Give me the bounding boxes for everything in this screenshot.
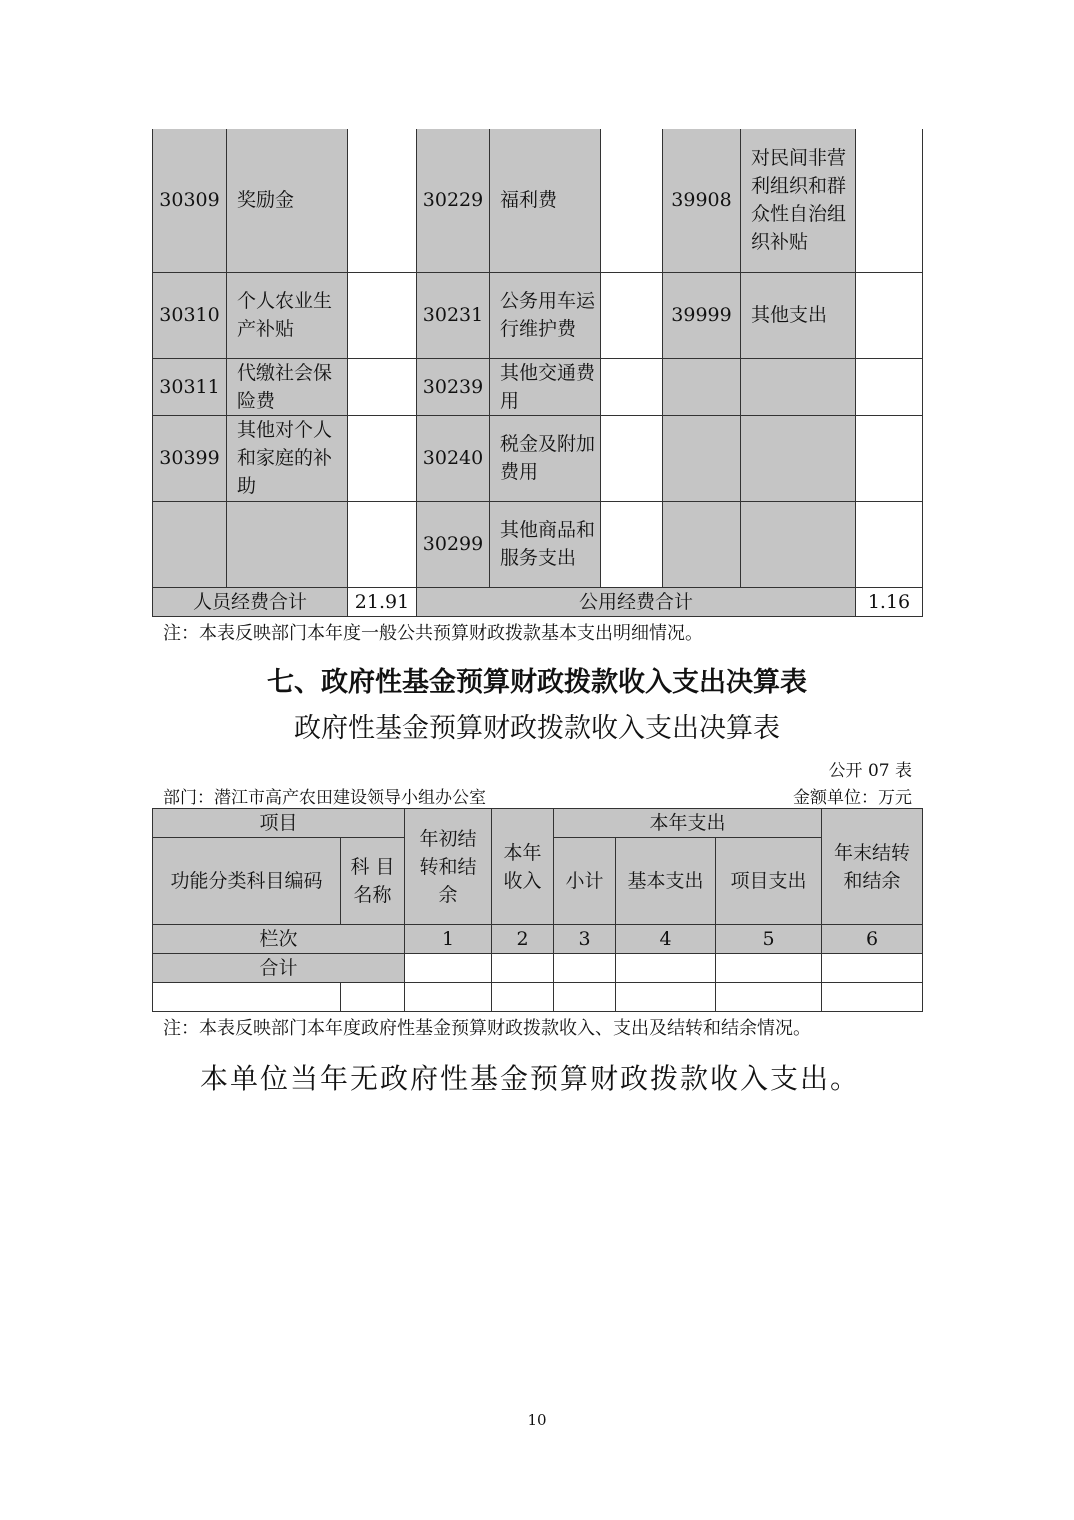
col-num: 2	[492, 925, 554, 954]
col-num: 4	[616, 925, 716, 954]
value-cell	[856, 272, 923, 358]
code-cell: 30229	[417, 129, 490, 272]
header-expense: 本年支出	[554, 809, 822, 838]
code-cell: 30399	[153, 415, 227, 501]
name-cell	[741, 358, 856, 415]
col-num: 5	[716, 925, 822, 954]
value-cell	[348, 129, 417, 272]
basic-expenditure-table	[152, 129, 923, 617]
section-heading: 七、政府性基金预算财政拨款收入支出决算表	[267, 667, 807, 698]
total-row	[153, 587, 923, 616]
value-cell	[601, 358, 663, 415]
header-end-balance: 年末结转和结余	[822, 809, 923, 925]
value-cell	[856, 129, 923, 272]
value-cell	[601, 272, 663, 358]
value-cell	[554, 983, 616, 1012]
header-basic: 基本支出	[616, 838, 716, 925]
value-cell	[716, 983, 822, 1012]
personnel-total-value: 21.91	[348, 587, 417, 616]
table-note: 注：本表反映部门本年度政府性基金预算财政拨款收入、支出及结转和结余情况。	[163, 1018, 811, 1039]
public-total-value: 1.16	[856, 587, 923, 616]
code-cell	[663, 501, 741, 587]
header-income: 本年收入	[492, 809, 554, 925]
code-cell	[663, 415, 741, 501]
name-cell: 个人农业生产补贴	[227, 272, 348, 358]
code-cell: 30240	[417, 415, 490, 501]
personnel-total-label: 人员经费合计	[153, 587, 348, 616]
value-cell	[554, 954, 616, 983]
header-func-code: 功能分类科目编码	[153, 838, 341, 925]
header-item: 项目	[153, 809, 405, 838]
header-begin-balance: 年初结转和结余	[405, 809, 492, 925]
table-row	[153, 501, 923, 587]
table-note: 注：本表反映部门本年度一般公共预算财政拨款基本支出明细情况。	[163, 623, 703, 644]
name-cell: 对民间非营利组织和群众性自治组织补贴	[741, 129, 856, 272]
header-row	[153, 809, 923, 838]
name-cell: 其他支出	[741, 272, 856, 358]
name-cell: 奖励金	[227, 129, 348, 272]
name-cell: 税金及附加费用	[490, 415, 601, 501]
code-cell: 30310	[153, 272, 227, 358]
value-cell	[601, 129, 663, 272]
value-cell	[405, 954, 492, 983]
value-cell	[822, 954, 923, 983]
value-cell	[348, 501, 417, 587]
table-row	[153, 129, 923, 272]
code-cell	[153, 501, 227, 587]
table-row	[153, 358, 923, 415]
code-cell: 30299	[417, 501, 490, 587]
code-cell	[663, 358, 741, 415]
header-subject-name: 科 目 名称	[341, 838, 405, 925]
name-cell: 其他对个人和家庭的补助	[227, 415, 348, 501]
value-cell	[822, 983, 923, 1012]
code-cell: 39908	[663, 129, 741, 272]
table-title: 政府性基金预算财政拨款收入支出决算表	[294, 713, 780, 744]
value-cell	[341, 983, 405, 1012]
value-cell	[492, 954, 554, 983]
value-cell	[601, 415, 663, 501]
name-cell	[741, 501, 856, 587]
value-cell	[348, 358, 417, 415]
header-project: 项目支出	[716, 838, 822, 925]
value-cell	[856, 358, 923, 415]
name-cell: 代缴社会保险费	[227, 358, 348, 415]
value-cell	[601, 501, 663, 587]
value-cell	[616, 954, 716, 983]
code-cell: 39999	[663, 272, 741, 358]
value-cell	[405, 983, 492, 1012]
fund-budget-table	[152, 808, 923, 1012]
total-label: 合计	[153, 954, 405, 983]
value-cell	[348, 272, 417, 358]
name-cell	[741, 415, 856, 501]
no-data-statement: 本单位当年无政府性基金预算财政拨款收入支出。	[199, 1062, 860, 1095]
header-subtotal: 小计	[554, 838, 616, 925]
unit-label: 金额单位：万元	[793, 788, 912, 808]
page-number: 10	[527, 1411, 547, 1429]
code-cell: 30309	[153, 129, 227, 272]
public-total-label: 公用经费合计	[417, 587, 856, 616]
name-cell: 公务用车运行维护费	[490, 272, 601, 358]
name-cell	[227, 501, 348, 587]
code-cell: 30239	[417, 358, 490, 415]
value-cell	[856, 501, 923, 587]
col-num: 1	[405, 925, 492, 954]
value-cell	[153, 983, 341, 1012]
value-cell	[616, 983, 716, 1012]
code-cell: 30231	[417, 272, 490, 358]
value-cell	[716, 954, 822, 983]
value-cell	[492, 983, 554, 1012]
code-cell: 30311	[153, 358, 227, 415]
col-num: 3	[554, 925, 616, 954]
table-row	[153, 415, 923, 501]
row-label: 栏次	[153, 925, 405, 954]
column-number-row	[153, 925, 923, 954]
form-number: 公开 07 表	[828, 761, 912, 781]
col-num: 6	[822, 925, 923, 954]
value-cell	[856, 415, 923, 501]
total-row	[153, 954, 923, 983]
name-cell: 其他交通费用	[490, 358, 601, 415]
table-row	[153, 983, 923, 1012]
table-row	[153, 272, 923, 358]
name-cell: 福利费	[490, 129, 601, 272]
department-label: 部门：潜江市高产农田建设领导小组办公室	[163, 788, 486, 808]
name-cell: 其他商品和服务支出	[490, 501, 601, 587]
value-cell	[348, 415, 417, 501]
